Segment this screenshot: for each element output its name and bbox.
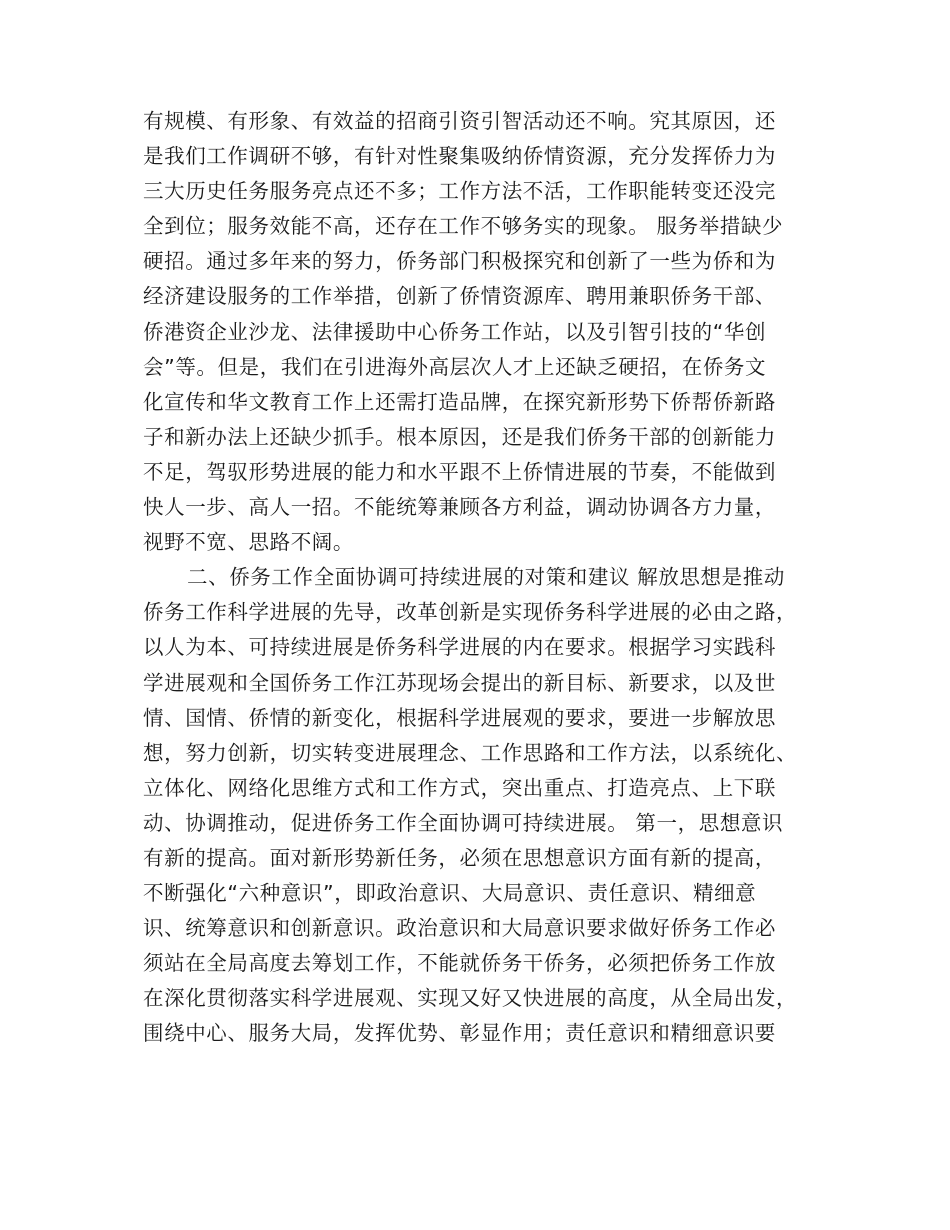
text-line: 三大历史任务服务亮点还不多；工作方法不活，工作职能转变还没完 [143, 179, 776, 204]
text-line: 硬招。通过多年来的努力，侨务部门积极探究和创新了一些为侨和为 [143, 249, 776, 274]
text-line: 会”等。但是，我们在引进海外高层次人才上还缺乏硬招，在侨务文 [143, 354, 767, 379]
text-line: 有规模、有形象、有效益的招商引资引智活动还不响。究其原因，还 [143, 109, 776, 133]
text-line: 以人为本、可持续进展是侨务科学进展的内在要求。根据学习实践科 [143, 635, 776, 660]
document-body [143, 104, 823, 1052]
section-heading-line: 二、侨务工作全面协调可持续进展的对策和建议 解放思想是推动 [187, 565, 785, 590]
text-line: 是我们工作调研不够，有针对性聚集吸纳侨情资源，充分发挥侨力为 [143, 144, 776, 169]
text-line: 在深化贯彻落实科学进展观、实现又好又快进展的高度，从全局出发， [143, 986, 798, 1011]
text-line: 不断强化“六种意识”，即政治意识、大局意识、责任意识、精细意 [143, 881, 757, 906]
text-line: 视野不宽、思路不阔。 [143, 530, 354, 555]
text-line: 侨港资企业沙龙、法律援助中心侨务工作站，以及引智引技的“华创 [143, 319, 767, 344]
text-line: 有新的提高。面对新形势新任务，必须在思想意识方面有新的提高， [143, 845, 776, 870]
text-line: 想，努力创新，切实转变进展理念、工作思路和工作方法，以系统化、 [143, 740, 798, 765]
text-line: 全到位；服务效能不高，还存在工作不够务实的现象。 服务举措缺少 [143, 214, 784, 239]
text-line: 情、国情、侨情的新变化，根据科学进展观的要求，要进一步解放思 [143, 705, 776, 730]
text-line: 化宣传和华文教育工作上还需打造品牌，在探究新形势下侨帮侨新路 [143, 389, 776, 414]
text-line: 子和新办法上还缺少抓手。根本原因，还是我们侨务干部的创新能力 [143, 424, 776, 449]
text-line: 动、协调推动，促进侨务工作全面协调可持续进展。 第一，思想意识 [143, 810, 784, 835]
text-line: 识、统筹意识和创新意识。政治意识和大局意识要求做好侨务工作必 [143, 916, 776, 941]
text-line: 围绕中心、服务大局，发挥优势、彰显作用；责任意识和精细意识要 [143, 1021, 776, 1046]
text-line: 立体化、网络化思维方式和工作方式，突出重点、打造亮点、上下联 [143, 775, 776, 800]
text-line: 快人一步、高人一招。不能统筹兼顾各方利益，调动协调各方力量， [143, 495, 776, 520]
text-line: 侨务工作科学进展的先导，改革创新是实现侨务科学进展的必由之路， [143, 600, 798, 625]
text-line: 学进展观和全国侨务工作江苏现场会提出的新目标、新要求，以及世 [143, 670, 776, 695]
text-line: 须站在全局高度去筹划工作，不能就侨务干侨务，必须把侨务工作放 [143, 951, 776, 976]
text-line: 经济建设服务的工作举措，创新了侨情资源库、聘用兼职侨务干部、 [143, 284, 776, 309]
text-line: 不足，驾驭形势进展的能力和水平跟不上侨情进展的节奏，不能做到 [143, 459, 776, 484]
